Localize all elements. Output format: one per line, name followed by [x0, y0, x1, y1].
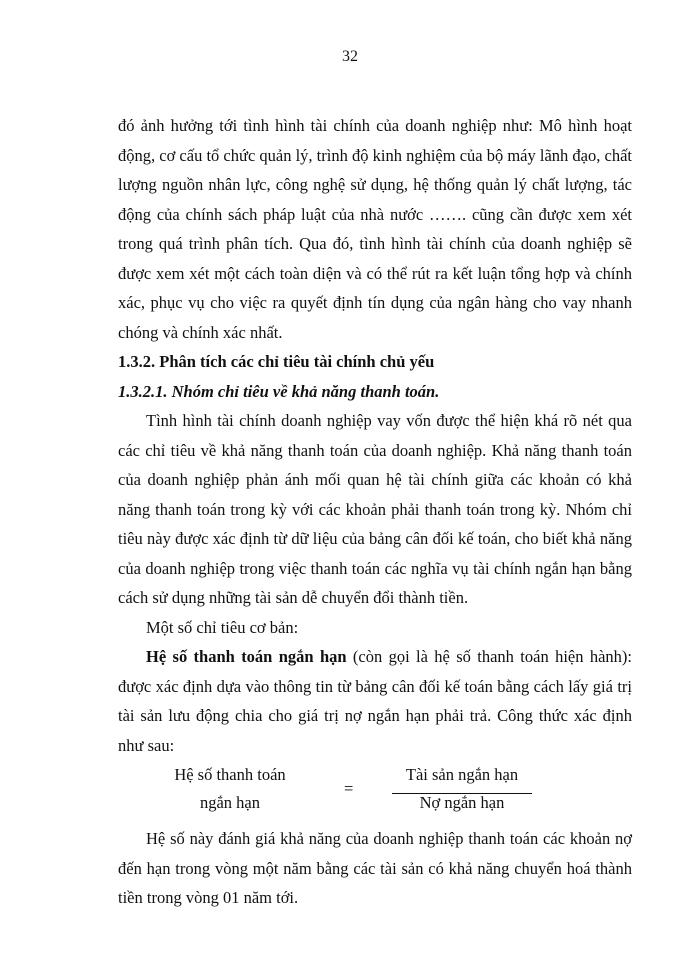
formula-lhs-line1: Hệ số thanh toán — [174, 765, 286, 784]
formula-equals-sign: = — [344, 779, 354, 798]
intro-paragraph: đó ảnh hưởng tới tình hình tài chính của doanh nghiệp như: Mô hình hoạt động, cơ cấu tổ chức quản lý, trình độ kinh nghiệm của bộ máy lãnh đạo, chất lượng nguồn nhân lực, công nghệ sử dụng, hệ thống quản lý chất lượng, tác động của chính sách pháp luật của nhà nước ……. cũng cần được xem xét trong quá trình phân tích. Qua đó, tình hình tài chính của doanh nghiệp sẽ được xem xét một cách toàn diện và có thể rút ra kết luận tổng hợp và chính xác, phục vụ cho việc ra quyết định tín dụng của ngân hàng cho vay nhanh chóng và chính xác nhất. — [118, 116, 632, 342]
subsection-heading: 1.3.2.1. Nhóm chỉ tiêu về khả năng thanh toán. — [118, 381, 440, 401]
formula-lhs-line2: ngắn hạn — [199, 793, 261, 812]
current-ratio-formula — [118, 762, 632, 822]
current-ratio-term: Hệ số thanh toán ngắn hạn — [146, 647, 347, 666]
ratio-evaluation-paragraph: Hệ số này đánh giá khả năng của doanh nghiệp thanh toán các khoản nợ đến hạn trong vòng một năm bằng các tài sản có khả năng chuyển hoá thành tiền trong vòng 01 năm tới. — [118, 829, 632, 907]
liquidity-paragraph: Tình hình tài chính doanh nghiệp vay vốn được thể hiện khá rõ nét qua các chỉ tiêu về khả năng thanh toán của doanh nghiệp. Khả năng thanh toán của doanh nghiệp phản ánh mối quan hệ tài chính giữa các khoản có khả năng thanh toán trong kỳ với các khoản phải thanh toán trong kỳ. Nhóm chỉ tiêu này được xác định từ dữ liệu của bảng cân đối kế toán, cho biết khả năng của doanh nghiệp trong việc thanh toán các nghĩa vụ tài chính ngắn hạn bằng cách sử dụng những tài sản dễ chuyển đổi thành tiền. — [118, 411, 632, 607]
page-number: 32 — [342, 48, 358, 65]
section-heading: 1.3.2. Phân tích các chỉ tiêu tài chính chủ yếu — [118, 352, 435, 371]
document-body — [118, 111, 632, 913]
basic-indicators-paragraph: Một số chỉ tiêu cơ bản: — [146, 617, 299, 637]
formula-numerator: Tài sản ngắn hạn — [405, 765, 519, 784]
current-ratio-description: (còn gọi là hệ số thanh toán hiện hành): được xác định dựa vào thông tin từ bảng cân đối kế toán bằng cách lấy giá trị tài sản lưu động chia cho giá trị nợ ngắn hạn phải trả. Công thức xác định như sau: — [118, 647, 632, 755]
formula-denominator: Nợ ngắn hạn — [419, 793, 505, 812]
current-ratio-paragraph — [118, 642, 632, 760]
